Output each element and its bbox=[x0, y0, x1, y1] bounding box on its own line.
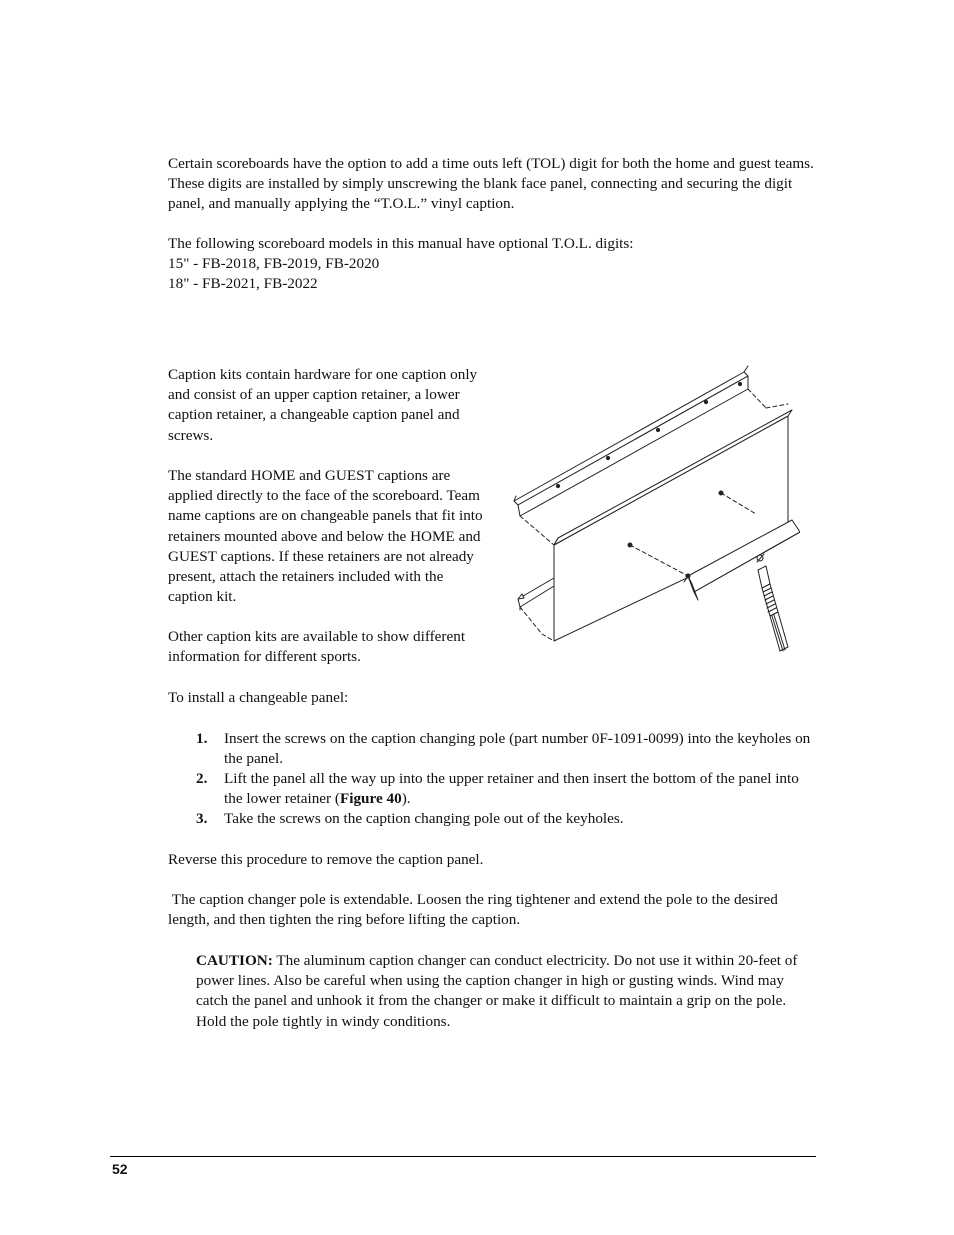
caution-label: CAUTION: bbox=[196, 952, 273, 969]
step-2-text bbox=[224, 769, 814, 809]
caption-panel bbox=[554, 410, 792, 641]
caption-panel-figure bbox=[508, 362, 800, 652]
standard-captions-paragraph: The standard HOME and GUEST captions are applied directly to the face of the scoreboard. Team name captions are on changeable panels that fit into retainers mounted above and below the HOME and GUEST captions. If these retainers are not already present, attach the retainers included with the caption kit. bbox=[168, 467, 483, 606]
step-1-text: Insert the screws on the caption changing pole (part number 0F-1091-0099) into the keyholes on the panel. bbox=[224, 730, 811, 767]
step-2 bbox=[196, 769, 816, 809]
footer-rule bbox=[110, 1156, 816, 1157]
caution-text: The aluminum caption changer can conduct electricity. Do not use it within 20-feet of power lines. Also be careful when using the caption changer in high or gusting winds. Wind may catch the panel and unhook it from the changer or make it difficult to maintain a grip on the pole. Hold the pole tightly in windy conditions. bbox=[196, 952, 798, 1030]
step-1 bbox=[196, 729, 816, 769]
caption-changing-pole bbox=[758, 566, 788, 651]
step-3 bbox=[196, 809, 816, 829]
intro-paragraph: Certain scoreboards have the option to add a time outs left (TOL) digit for both the home and guest teams. These digits are installed by simply unscrewing the blank face panel, connecting and securing the digit panel, and manually applying the “T.O.L.” vinyl caption. bbox=[168, 155, 814, 213]
caption-kit-paragraph: Caption kits contain hardware for one caption only and consist of an upper caption retainer, a lower caption retainer, a changeable caption panel and screws. bbox=[168, 366, 478, 444]
reverse-procedure: Reverse this procedure to remove the caption panel. bbox=[168, 851, 484, 868]
step-2-number: 2. bbox=[196, 770, 208, 787]
pole-note: The caption changer pole is extendable. Loosen the ring tightener and extend the pole to the desired length, and then tighten the ring before lifting the caption. bbox=[168, 891, 782, 929]
step-1-number: 1. bbox=[196, 730, 208, 747]
models-18-inch: 18" - FB-2021, FB-2022 bbox=[168, 275, 318, 292]
keyhole-left bbox=[628, 543, 632, 547]
install-intro: To install a changeable panel: bbox=[168, 689, 349, 706]
step-2-text-before: Lift the panel all the way up into the upper retainer and then insert the bottom of the panel into the lower retainer ( bbox=[224, 770, 799, 807]
caution-block bbox=[196, 951, 816, 1032]
keyhole-right bbox=[719, 491, 723, 495]
step-2-text-after: ). bbox=[401, 790, 411, 807]
other-kits-paragraph: Other caption kits are available to show different information for different sports. bbox=[168, 628, 466, 666]
figure-reference: Figure 40 bbox=[339, 790, 402, 807]
lower-retainer-left bbox=[518, 578, 554, 610]
page-number: 52 bbox=[112, 1161, 128, 1177]
step-3-number: 3. bbox=[196, 810, 208, 827]
models-intro: The following scoreboard models in this manual have optional T.O.L. digits: bbox=[168, 235, 634, 252]
models-15-inch: 15" - FB-2018, FB-2019, FB-2020 bbox=[168, 255, 380, 272]
step-3-text: Take the screws on the caption changing pole out of the keyholes. bbox=[224, 810, 624, 827]
